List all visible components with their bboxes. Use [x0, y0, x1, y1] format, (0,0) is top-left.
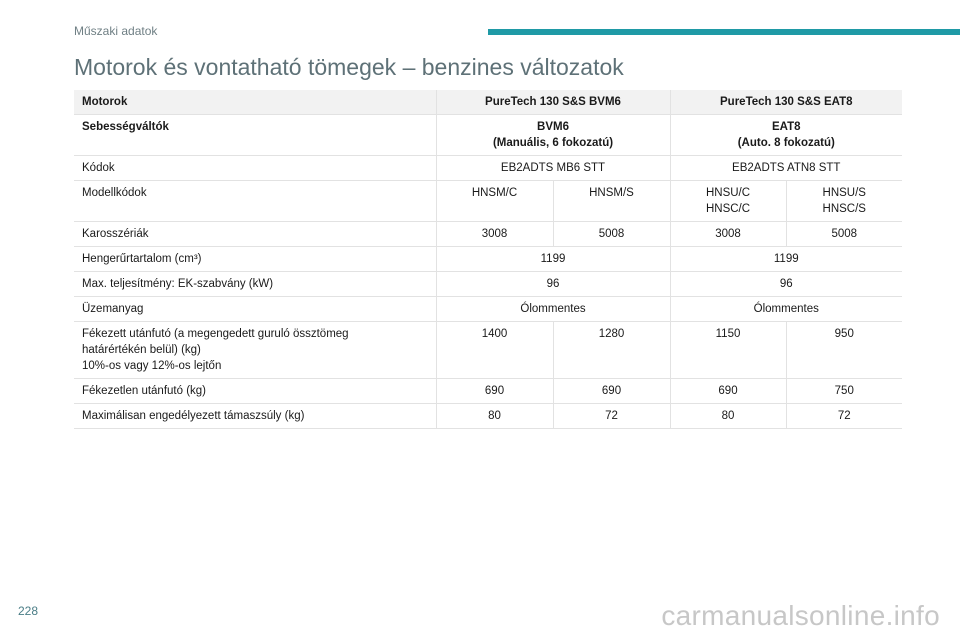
unbraked-cell: 690	[670, 379, 786, 404]
body-cell: 5008	[553, 222, 670, 247]
noseweight-cell: 80	[436, 404, 553, 429]
gearbox-cell	[436, 115, 670, 156]
gearbox-name: EAT8	[771, 121, 801, 133]
braked-label-line: 10%-os vagy 12%-os lejtőn	[82, 360, 222, 372]
noseweight-cell: 80	[670, 404, 786, 429]
accent-bar	[488, 29, 960, 35]
braked-cell: 950	[786, 322, 902, 379]
watermark: carmanualsonline.info	[661, 600, 940, 631]
model-codes-label: Modellkódok	[74, 181, 436, 222]
row-codes	[74, 156, 902, 181]
gearbox-cell	[670, 115, 902, 156]
model-code-cell	[553, 181, 670, 222]
row-power	[74, 272, 902, 297]
model-code: HNSM/S	[589, 187, 634, 199]
motors-label: Motorok	[74, 90, 436, 115]
row-fuel	[74, 297, 902, 322]
braked-label-line: Fékezett utánfutó (a megengedett guruló össztömeg	[82, 328, 349, 340]
fuel-label: Üzemanyag	[74, 297, 436, 322]
noseweight-cell: 72	[553, 404, 670, 429]
body-cell: 3008	[436, 222, 553, 247]
row-bodies	[74, 222, 902, 247]
power-label: Max. teljesítmény: EK-szabvány (kW)	[74, 272, 436, 297]
braked-label-line: határértékén belül) (kg)	[82, 344, 201, 356]
code-cell: EB2ADTS ATN8 STT	[670, 156, 902, 181]
page-title: Motorok és vontatható tömegek – benzines változatok	[74, 54, 624, 80]
model-code: HNSC/S	[822, 203, 866, 215]
noseweight-cell: 72	[786, 404, 902, 429]
row-unbraked-trailer	[74, 379, 902, 404]
gearbox-desc: (Auto. 8 fokozatú)	[737, 137, 835, 149]
spec-table	[74, 90, 902, 429]
power-cell: 96	[436, 272, 670, 297]
noseweight-label: Maximálisan engedélyezett támaszsúly (kg)	[74, 404, 436, 429]
gearbox-label: Sebességváltók	[74, 115, 436, 156]
unbraked-cell: 690	[436, 379, 553, 404]
displacement-label: Hengerűrtartalom (cm³)	[74, 247, 436, 272]
code-cell: EB2ADTS MB6 STT	[436, 156, 670, 181]
model-code-cell	[436, 181, 553, 222]
row-gearbox	[74, 115, 902, 156]
power-cell: 96	[670, 272, 902, 297]
page-number: 228	[18, 604, 39, 618]
fuel-cell: Ólommentes	[436, 297, 670, 322]
fuel-cell: Ólommentes	[670, 297, 902, 322]
displacement-cell: 1199	[670, 247, 902, 272]
bodies-label: Karosszériák	[74, 222, 436, 247]
gearbox-desc: (Manuális, 6 fokozatú)	[492, 137, 614, 149]
row-noseweight	[74, 404, 902, 429]
model-code: HNSU/S	[822, 187, 866, 199]
row-braked-trailer	[74, 322, 902, 379]
body-cell: 5008	[786, 222, 902, 247]
codes-label: Kódok	[74, 156, 436, 181]
unbraked-cell: 690	[553, 379, 670, 404]
braked-cell: 1400	[436, 322, 553, 379]
engine-cell: PureTech 130 S&S EAT8	[670, 90, 902, 115]
gearbox-name: BVM6	[537, 121, 569, 133]
model-code-cell	[786, 181, 902, 222]
braked-cell: 1150	[670, 322, 786, 379]
model-code: HNSM/C	[471, 187, 518, 199]
model-code: HNSU/C	[705, 187, 751, 199]
model-code-cell	[670, 181, 786, 222]
braked-trailer-label	[74, 322, 436, 379]
row-model-codes	[74, 181, 902, 222]
braked-cell: 1280	[553, 322, 670, 379]
unbraked-cell: 750	[786, 379, 902, 404]
displacement-cell: 1199	[436, 247, 670, 272]
model-code: HNSC/C	[705, 203, 751, 215]
row-displacement	[74, 247, 902, 272]
row-motors	[74, 90, 902, 115]
engine-cell: PureTech 130 S&S BVM6	[436, 90, 670, 115]
section-label: Műszaki adatok	[74, 24, 158, 38]
body-cell: 3008	[670, 222, 786, 247]
unbraked-trailer-label: Fékezetlen utánfutó (kg)	[74, 379, 436, 404]
